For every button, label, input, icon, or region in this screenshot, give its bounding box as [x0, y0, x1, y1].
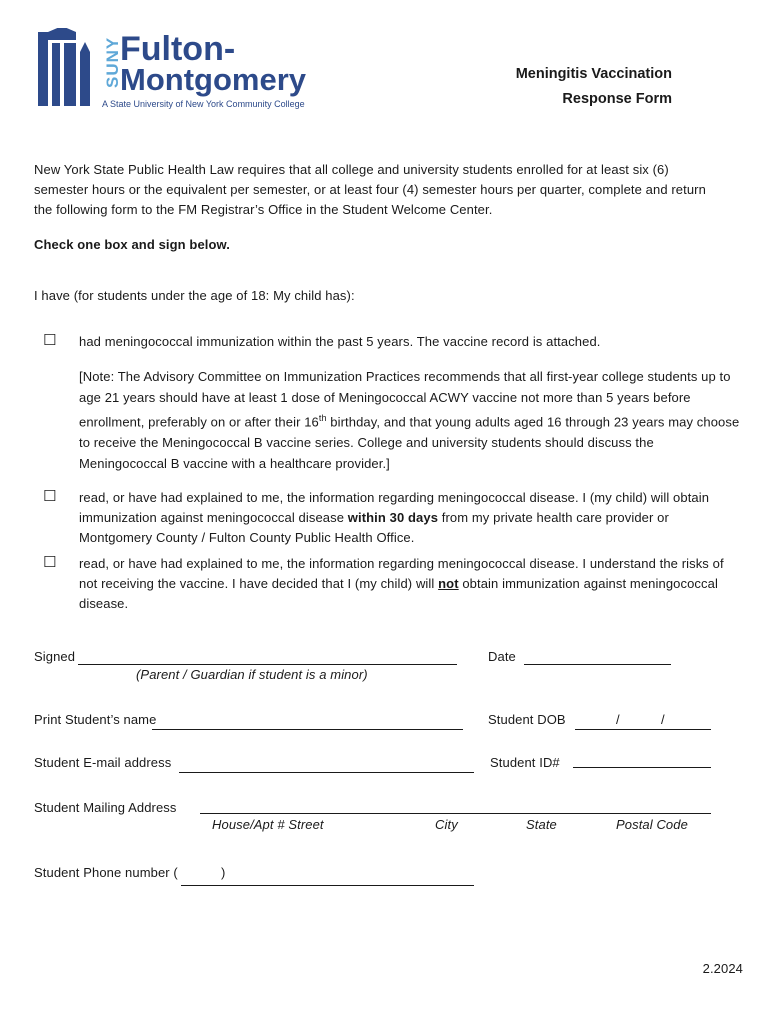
option2-part2: from my private health care provider or Montgomery County / Fulton County Public Health Office. — [79, 510, 669, 545]
suny-wordmark: SUNY — [103, 36, 122, 88]
note-part1: [Note: The Advisory Committee on Immunization Practices recommends that all first-year college students up to age 21 years should have at least 1 dose of Meningococcal ACWY vaccine not more than 5 years before enrollment, preferably on or after their 16 — [79, 369, 731, 430]
option3-checkbox[interactable]: ☐ — [43, 554, 57, 571]
note-sup: th — [318, 413, 327, 423]
date-label: Date — [488, 649, 516, 664]
logo-name-line1: Fulton- — [120, 30, 236, 68]
dob-label: Student DOB — [488, 712, 566, 727]
option3-not: not — [438, 576, 459, 591]
signed-label: Signed — [34, 649, 76, 664]
phone-line[interactable] — [181, 885, 474, 886]
acip-note — [79, 366, 744, 474]
dob-line[interactable] — [575, 729, 711, 730]
email-line[interactable] — [179, 772, 474, 773]
student-id-line[interactable] — [573, 767, 711, 768]
addr-postal-label: Postal Code — [616, 817, 688, 832]
phone-close-paren: ) — [221, 865, 226, 880]
intro-paragraph: New York State Public Health Law requires that all college and university students enrolled for at least six (6) semester hours or the equivalent per semester, or at least four (4) semester hours per quarter, complete and return the following form to the FM Registrar’s Office in the Student Welcome Center. — [34, 162, 706, 217]
form-title — [516, 62, 672, 112]
option2-part1: read, or have had explained to me, the information regarding meningococcal disease. I (my child) will obtain immunization against meningococcal disease — [79, 490, 710, 525]
option2-bold: within 30 days — [347, 510, 439, 525]
option2-text — [79, 488, 739, 548]
option2-checkbox[interactable]: ☐ — [43, 488, 57, 505]
student-id-label: Student ID# — [490, 755, 560, 770]
print-name-label: Print Student’s name — [34, 712, 157, 727]
tower-emblem-icon — [38, 28, 90, 106]
lead-text: I have (for students under the age of 18: My child has): — [34, 288, 355, 303]
signed-note: (Parent / Guardian if student is a minor) — [136, 667, 368, 682]
college-logo — [36, 28, 336, 112]
dob-sep1: / — [616, 712, 620, 727]
logo-name-line2: Montgomery — [120, 62, 306, 97]
form-title-line1: Meningitis Vaccination — [515, 66, 672, 82]
option3-text — [79, 554, 739, 614]
addr-city-label: City — [435, 817, 458, 832]
mailing-address-line[interactable] — [200, 813, 711, 814]
mailing-address-label: Student Mailing Address — [34, 800, 177, 815]
email-label: Student E-mail address — [34, 755, 172, 770]
option1-text: had meningococcal immunization within the past 5 years. The vaccine record is attached. — [79, 334, 601, 349]
date-line[interactable] — [524, 664, 671, 665]
form-version: 2.2024 — [702, 961, 743, 976]
form-title-line2: Response Form — [562, 91, 672, 107]
note-part2: birthday, and that young adults aged 16 through 23 years may choose to receive the Meningococcal B vaccine series. College and university students should discuss the Meningococcal B vaccine with a healthcare provider.] — [79, 414, 740, 472]
logo-tagline: A State University of New York Community College — [102, 99, 305, 109]
print-name-line[interactable] — [152, 729, 463, 730]
instruction-text: Check one box and sign below. — [34, 237, 231, 252]
dob-sep2: / — [661, 712, 665, 727]
option3-part2: obtain immunization against meningococcal disease. — [79, 576, 718, 611]
option1-checkbox[interactable]: ☐ — [43, 332, 57, 349]
phone-label: Student Phone number ( — [34, 865, 178, 880]
addr-street-label: House/Apt # Street — [212, 817, 324, 832]
addr-state-label: State — [526, 817, 557, 832]
option3-part1: read, or have had explained to me, the information regarding meningococcal disease. I understand the risks of not receiving the vaccine. I have decided that I (my child) will — [79, 556, 724, 591]
